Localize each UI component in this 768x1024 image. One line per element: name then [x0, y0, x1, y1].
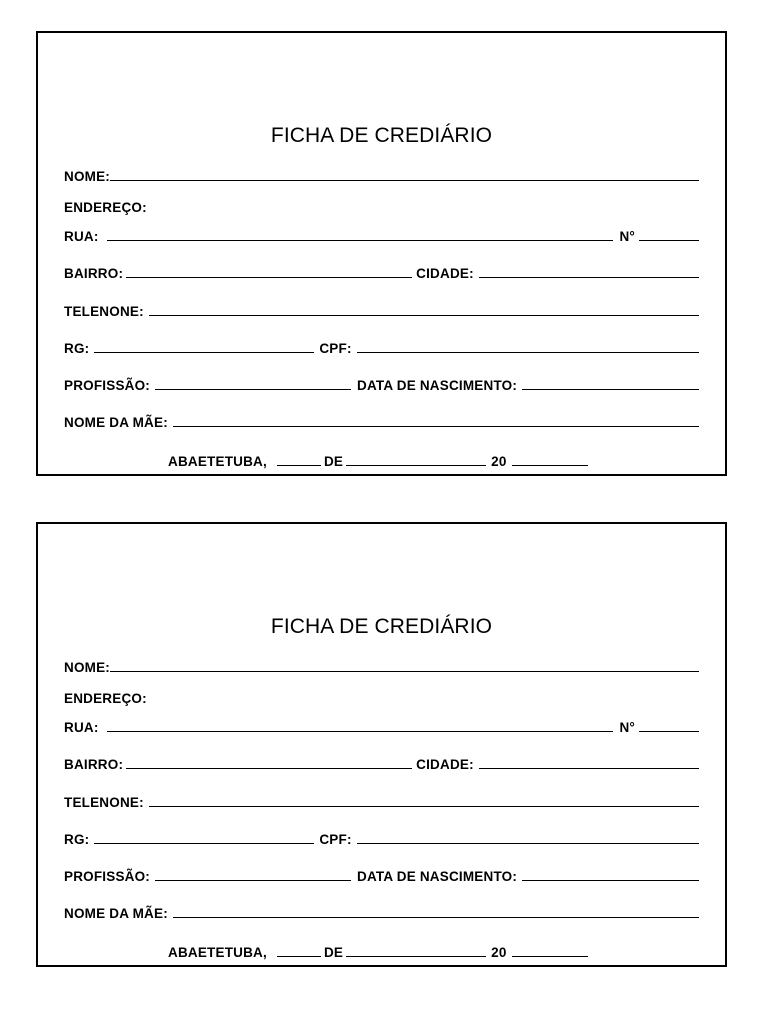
month-field[interactable] [346, 465, 486, 466]
telefone-label: TELENONE: [64, 795, 144, 810]
nascimento-field[interactable] [522, 389, 699, 390]
bairro-row [64, 263, 699, 281]
telefone-field[interactable] [149, 315, 699, 316]
city-name: ABAETETUBA, [168, 945, 267, 960]
year-label: 20 [491, 454, 507, 469]
rua-field[interactable] [107, 731, 614, 732]
rua-field[interactable] [107, 240, 614, 241]
rg-label: RG: [64, 341, 90, 356]
nome-label: NOME: [64, 660, 110, 675]
month-field[interactable] [346, 956, 486, 957]
cpf-label: CPF: [319, 832, 352, 847]
rg-field[interactable] [94, 843, 314, 844]
de-label: DE [323, 945, 344, 960]
year-field[interactable] [512, 465, 588, 466]
nome-label: NOME: [64, 169, 110, 184]
telefone-label: TELENONE: [64, 304, 144, 319]
telefone-field[interactable] [149, 806, 699, 807]
numero-label: N° [619, 229, 635, 244]
endereco-row [64, 197, 699, 215]
cidade-label: CIDADE: [416, 266, 474, 281]
mae-row [64, 412, 699, 430]
cidade-label: CIDADE: [416, 757, 474, 772]
day-field[interactable] [277, 956, 321, 957]
date-row [168, 942, 597, 960]
profissao-row [64, 375, 699, 393]
rua-row [64, 226, 699, 244]
year-label: 20 [491, 945, 507, 960]
numero-label: N° [619, 720, 635, 735]
profissao-row [64, 866, 699, 884]
form-title: FICHA DE CREDIÁRIO [270, 615, 493, 638]
nome-field[interactable] [110, 671, 699, 672]
city-name: ABAETETUBA, [168, 454, 267, 469]
numero-field[interactable] [639, 240, 699, 241]
cidade-field[interactable] [479, 768, 699, 769]
nome-row [64, 657, 699, 675]
day-field[interactable] [277, 465, 321, 466]
mae-label: NOME DA MÃE: [64, 906, 168, 921]
rg-label: RG: [64, 832, 90, 847]
cpf-label: CPF: [319, 341, 352, 356]
endereco-row [64, 688, 699, 706]
numero-field[interactable] [639, 731, 699, 732]
bairro-row [64, 754, 699, 772]
cpf-field[interactable] [357, 352, 699, 353]
mae-label: NOME DA MÃE: [64, 415, 168, 430]
nascimento-label: DATA DE NASCIMENTO: [357, 869, 518, 884]
telefone-row [64, 301, 699, 319]
rg-row [64, 338, 699, 356]
bairro-label: BAIRRO: [64, 757, 124, 772]
profissao-field[interactable] [155, 880, 351, 881]
de-label: DE [323, 454, 344, 469]
rg-field[interactable] [94, 352, 314, 353]
credit-form-2 [36, 522, 727, 967]
nascimento-field[interactable] [522, 880, 699, 881]
cpf-field[interactable] [357, 843, 699, 844]
rg-row [64, 829, 699, 847]
nome-row [64, 166, 699, 184]
profissao-label: PROFISSÃO: [64, 378, 151, 393]
year-field[interactable] [512, 956, 588, 957]
bairro-field[interactable] [126, 768, 412, 769]
date-row [168, 451, 597, 469]
credit-form-1 [36, 31, 727, 476]
profissao-field[interactable] [155, 389, 351, 390]
endereco-label: ENDEREÇO: [64, 691, 147, 706]
rua-label: RUA: [64, 229, 99, 244]
mae-field[interactable] [173, 426, 699, 427]
telefone-row [64, 792, 699, 810]
cidade-field[interactable] [479, 277, 699, 278]
nome-field[interactable] [110, 180, 699, 181]
form-title: FICHA DE CREDIÁRIO [270, 124, 493, 147]
nascimento-label: DATA DE NASCIMENTO: [357, 378, 518, 393]
mae-row [64, 903, 699, 921]
rua-label: RUA: [64, 720, 99, 735]
bairro-label: BAIRRO: [64, 266, 124, 281]
rua-row [64, 717, 699, 735]
bairro-field[interactable] [126, 277, 412, 278]
endereco-label: ENDEREÇO: [64, 200, 147, 215]
mae-field[interactable] [173, 917, 699, 918]
profissao-label: PROFISSÃO: [64, 869, 151, 884]
